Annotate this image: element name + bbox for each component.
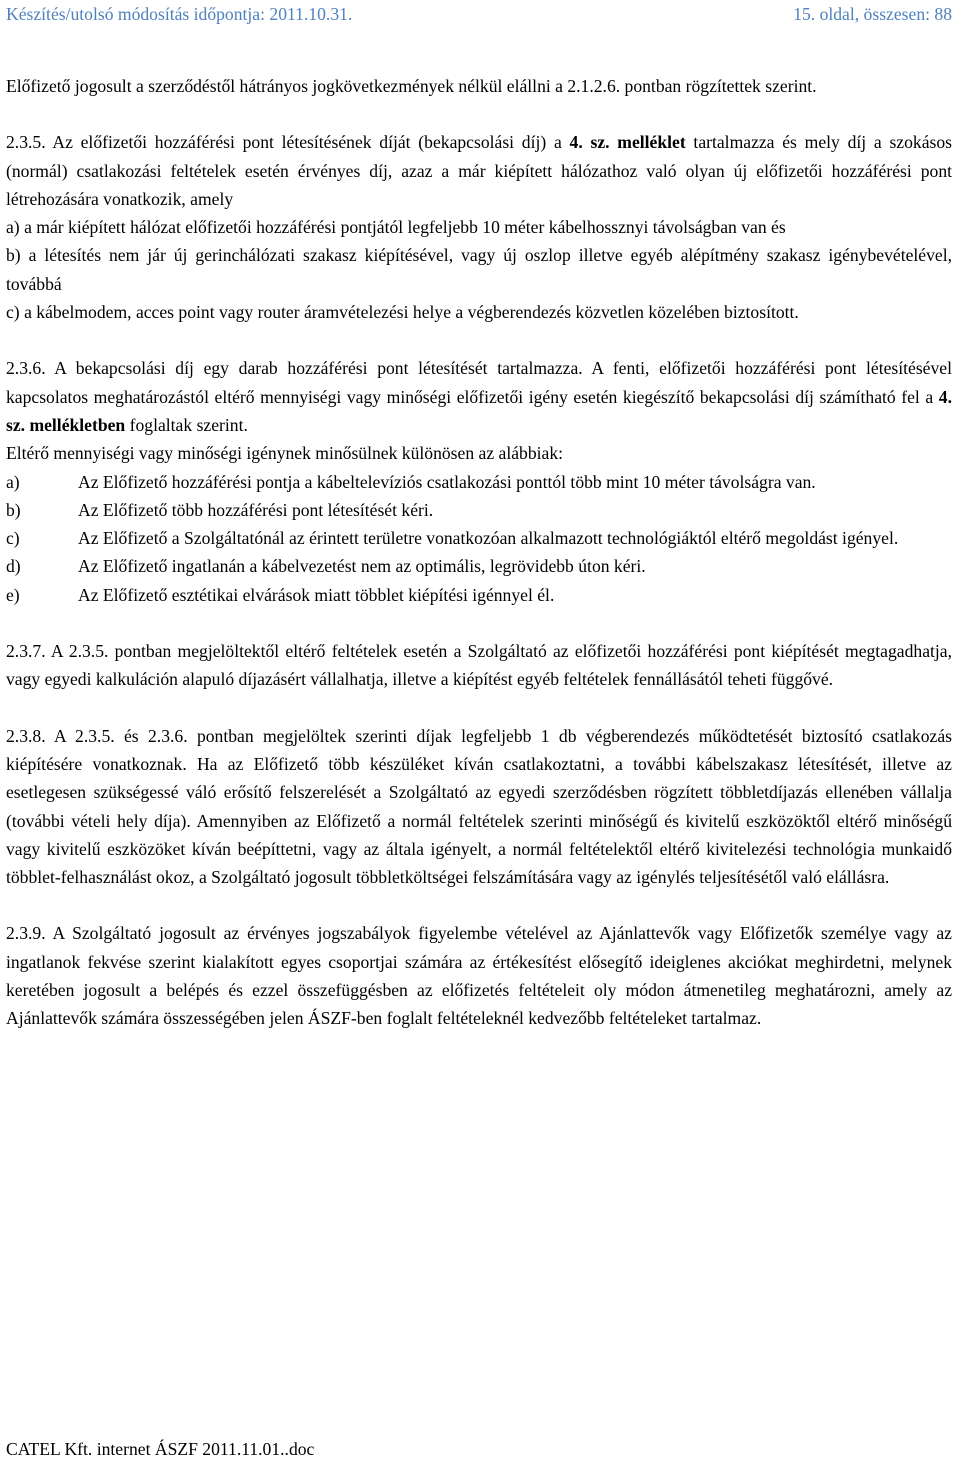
list-item-text: Az Előfizető hozzáférési pontja a kábeltelevíziós csatlakozási ponttól több mint 10 méter távolságra van. [78,471,816,492]
intro-paragraph: Előfizető jogosult a szerződéstől hátrányos jogkövetkezmények nélkül elállni a 2.1.2.6. pontban rögzítettek szerint. [6,76,817,96]
page-footer: CATEL Kft. internet ÁSZF 2011.11.01..doc [6,1439,315,1459]
section-2-3-6 [6,354,952,439]
header-timestamp: Készítés/utolsó módosítás időpontja: 2011.10.31. [6,4,353,24]
section-2-3-5-item-a: a) a már kiépített hálózat előfizetői hozzáférési pontjától legfeljebb 10 méter kábelhossznyi távolságban van és [6,217,786,238]
section-2-3-8: 2.3.8. A 2.3.5. és 2.3.6. pontban megjelöltek szerinti díjak legfeljebb 1 db végberendezés működtetését biztosító csatlakozás kiépítésére vonatkoznak. Ha az Előfizető több készüléket kíván csatlakoztatni, a további kábelszakasz létesítését, illetve az esetlegesen szükségessé váló erősítő felszerelését a Szolgáltató az egyedi szerződésben rögzített többletdíjazás ellenében vállalja (további vételi hely díja). Amennyiben az Előfizető a normál feltételek szerinti minőségű és kivitelű eszközöktől eltérő minőségű vagy kivitelű eszközöket kíván beépíttetni, vagy az általa igényelt, a normál feltételektől eltérő kivitelezési technológia munkaidő többlet-felhasználást okoz, a Szolgáltató jogosult többletköltségei felszámítására vagy az igénylés teljesítésétől való elállásra. [6,725,952,888]
section-2-3-5-text-b: tartalmazza és mely díj a szokásos (normál) csatlakozási feltételek esetén érvényes díj, azaz a már kiépített hálózathoz való olyan új előfizetői hozzáférési pont létrehozására vonatkozik, amely [6,132,952,209]
list-item [6,496,952,524]
section-2-3-5-text-a: 2.3.5. Az előfizetői hozzáférési pont létesítésének díját (bekapcsolási díj) a [6,132,570,153]
list-item-label: b) [6,499,21,520]
list-item-label: c) [6,528,20,549]
list-item [6,524,952,552]
section-2-3-6-bold: 4. sz. mellékletben [6,386,952,435]
list-item-text: Az Előfizető a Szolgáltatónál az érintett területre vonatkozóan alkalmazott technológiáktól eltérő megoldást igényel. [78,528,899,549]
section-2-3-5-item-b: b) a létesítés nem jár új gerinchálózati szakasz kiépítésével, vagy új oszlop illetve egyéb alépítmény szakasz igénybevételével, továbbá [6,245,952,294]
section-2-3-5-bold: 4. sz. melléklet [569,132,686,153]
document-body [6,72,952,1033]
page-header [6,0,952,30]
section-2-3-6-intro: Eltérő mennyiségi vagy minőségi igénynek minősülnek különösen az alábbiak: [6,443,564,464]
list-item-label: d) [6,556,21,577]
list-item-label: a) [6,471,20,492]
list-item [6,581,952,609]
section-2-3-6-text-a: 2.3.6. A bekapcsolási díj egy darab hozzáférési pont létesítését tartalmazza. A fenti, előfizetői hozzáférési pont létesítésével kapcsolatos meghatározástól eltérő mennyiségi vagy minőségi előfizetői igény esetén kiegészítő bekapcsolási díj számítható fel a [6,358,952,407]
section-2-3-5 [6,128,952,213]
section-2-3-6-text-b: foglaltak szerint. [125,414,248,435]
list-item-text: Az Előfizető ingatlanán a kábelvezetést nem az optimális, legrövidebb úton kéri. [78,556,646,577]
section-2-3-5-item-c: c) a kábelmodem, acces point vagy router áramvételezési helye a végberendezés közvetlen közelében biztosított. [6,302,799,323]
list-item [6,468,952,496]
list-item-text: Az Előfizető esztétikai elvárások miatt többlet kiépítési igénnyel él. [78,584,555,605]
header-page-number: 15. oldal, összesen: 88 [793,4,952,24]
list-item [6,552,952,580]
section-2-3-9: 2.3.9. A Szolgáltató jogosult az érvényes jogszabályok figyelembe vételével az Ajánlattevők vagy Előfizetők személye vagy az ingatlanok fekvése szerint kialakított egyes csoportjai számára az értékesítést elősegítő ideiglenes akciókat meghirdetni, melynek keretében jogosult a belépés és ezzel összefüggésben az előfizetés feltételeit oly módon átmenetileg meghatározni, amely az Ajánlattevők számára összességében jelen ÁSZF-ben foglalt feltételeknél kedvezőbb feltételeket tartalmaz. [6,923,952,1029]
list-item-text: Az Előfizető több hozzáférési pont létesítését kéri. [78,499,434,520]
section-2-3-7: 2.3.7. A 2.3.5. pontban megjelöltektől eltérő feltételek esetén a Szolgáltató az előfizetői hozzáférési pont kiépítését megtagadhatja, vagy egyedi kalkuláción alapuló díjazásért vállalhatja, illetve a kiépítést egyéb feltételek fennállásától teheti függővé. [6,641,952,690]
list-item-label: e) [6,584,20,605]
